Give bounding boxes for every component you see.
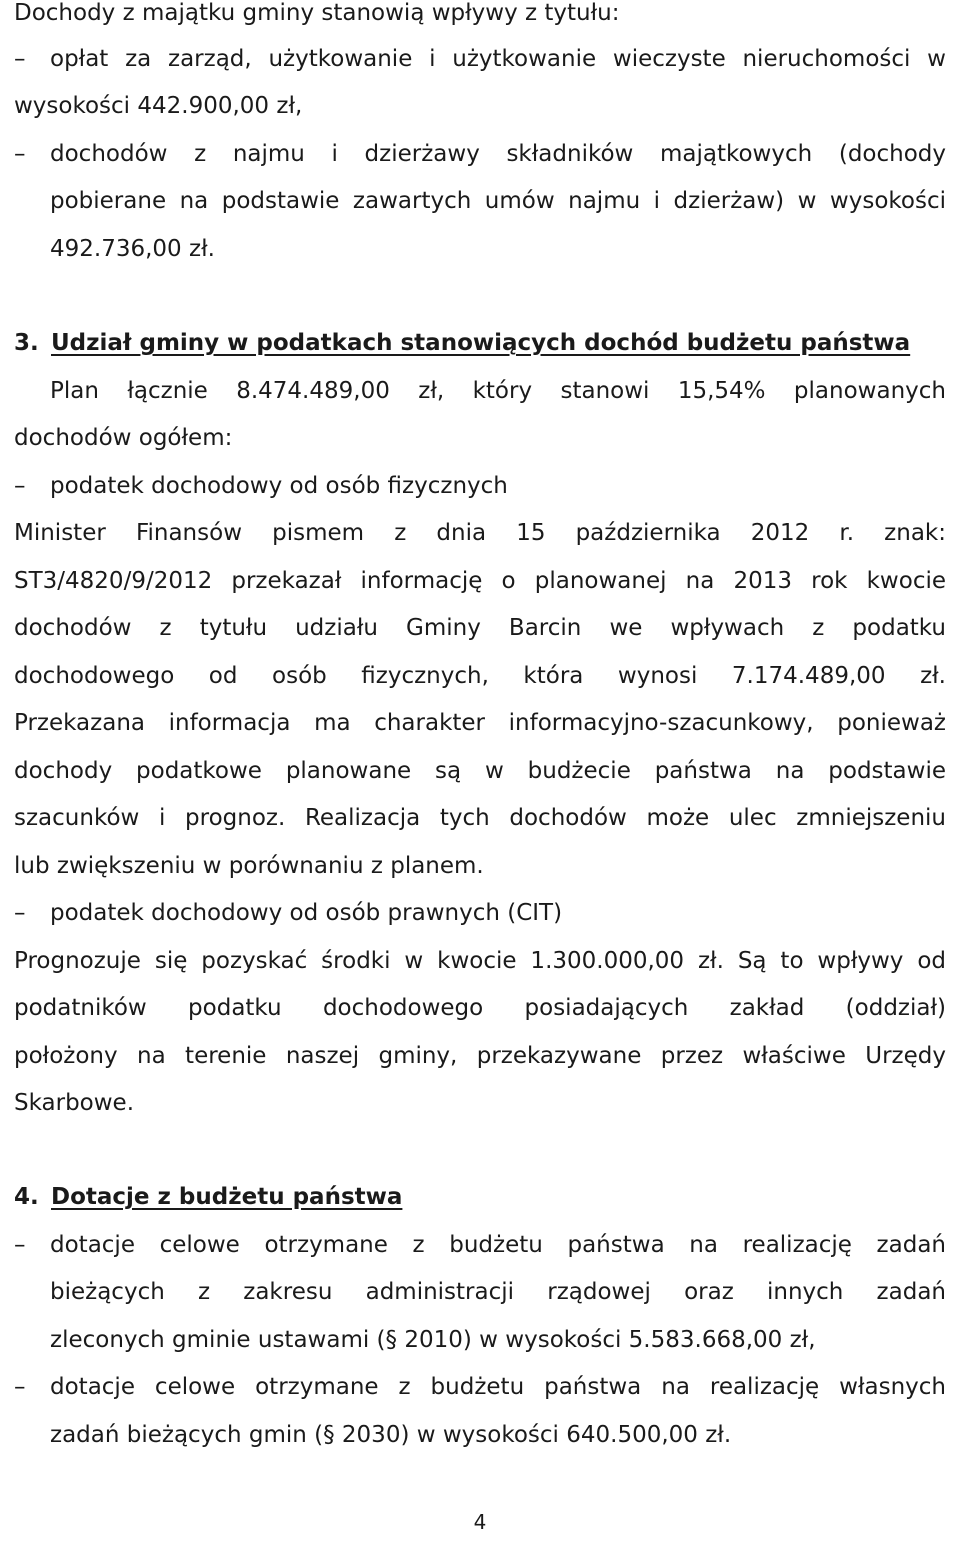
- paragraph-line: lub zwiększeniu w porównaniu z planem.: [14, 853, 484, 879]
- section-4-heading: [14, 1174, 946, 1222]
- list-item-text: pobierane na podstawie zawartych umów najmu i dzierżaw) w wysokości: [50, 188, 946, 214]
- list-item-text: podatek dochodowy od osób prawnych (CIT): [50, 900, 563, 926]
- list-item-text: podatek dochodowy od osób fizycznych: [50, 473, 508, 499]
- paragraph-line: Przekazana informacja ma charakter informacyjno-szacunkowy, ponieważ: [14, 710, 946, 736]
- paragraph-line: podatników podatku dochodowego posiadających zakład (oddział): [14, 995, 946, 1021]
- page-number: 4: [473, 1510, 487, 1534]
- list-item-text: opłat za zarząd, użytkowanie i użytkowanie wieczyste nieruchomości w: [50, 46, 946, 72]
- paragraph-line: Skarbowe.: [14, 1090, 135, 1116]
- plan-text: dochodów ogółem:: [14, 425, 233, 451]
- section-number: 3.: [14, 330, 39, 356]
- paragraph-line: Prognozuje się pozyskać środki w kwocie 1.300.000,00 zł. Są to wpływy od: [14, 948, 946, 974]
- list-dash: –: [14, 473, 26, 499]
- paragraph-line: dochody podatkowe planowane są w budżecie państwa na podstawie: [14, 758, 946, 784]
- list-item-text: dotacje celowe otrzymane z budżetu państwa na realizację własnych: [50, 1374, 946, 1400]
- paragraph-line: położony na terenie naszej gminy, przekazywane przez właściwe Urzędy: [14, 1043, 946, 1069]
- list-item-text: wysokości 442.900,00 zł,: [14, 93, 303, 119]
- paragraph-line: dochodów z tytułu udziału Gminy Barcin we wpływach z podatku: [14, 615, 946, 641]
- list-item-text: dochodów z najmu i dzierżawy składników majątkowych (dochody: [50, 141, 946, 167]
- section-title: Dotacje z budżetu państwa: [51, 1184, 403, 1210]
- intro-heading: Dochody z majątku gminy stanowią wpływy z tytułu:: [14, 0, 620, 26]
- paragraph-line: Minister Finansów pismem z dnia 15 października 2012 r. znak:: [14, 520, 946, 546]
- list-item-text: dotacje celowe otrzymane z budżetu państwa na realizację zadań: [50, 1232, 946, 1258]
- paragraph-line: ST3/4820/9/2012 przekazał informację o planowanej na 2013 rok kwocie: [14, 568, 946, 594]
- plan-text: Plan łącznie 8.474.489,00 zł, który stanowi 15,54% planowanych: [50, 378, 946, 404]
- list-dash: –: [14, 900, 26, 926]
- list-item-text: 492.736,00 zł.: [50, 236, 215, 262]
- paragraph-line: dochodowego od osób fizycznych, która wynosi 7.174.489,00 zł.: [14, 663, 946, 689]
- section-3-heading: [14, 320, 946, 368]
- paragraph-line: szacunków i prognoz. Realizacja tych dochodów może ulec zmniejszeniu: [14, 805, 946, 831]
- section-number: 4.: [14, 1184, 39, 1210]
- list-item-text: zadań bieżących gmin (§ 2030) w wysokości 640.500,00 zł.: [50, 1422, 732, 1448]
- list-item-text: zleconych gminie ustawami (§ 2010) w wysokości 5.583.668,00 zł,: [50, 1327, 816, 1353]
- list-dash: –: [14, 1232, 26, 1258]
- section-title: Udział gminy w podatkach stanowiących dochód budżetu państwa: [51, 330, 911, 356]
- list-dash: –: [14, 46, 26, 72]
- list-dash: –: [14, 141, 26, 167]
- list-item-text: bieżących z zakresu administracji rządowej oraz innych zadań: [50, 1279, 946, 1305]
- list-dash: –: [14, 1374, 26, 1400]
